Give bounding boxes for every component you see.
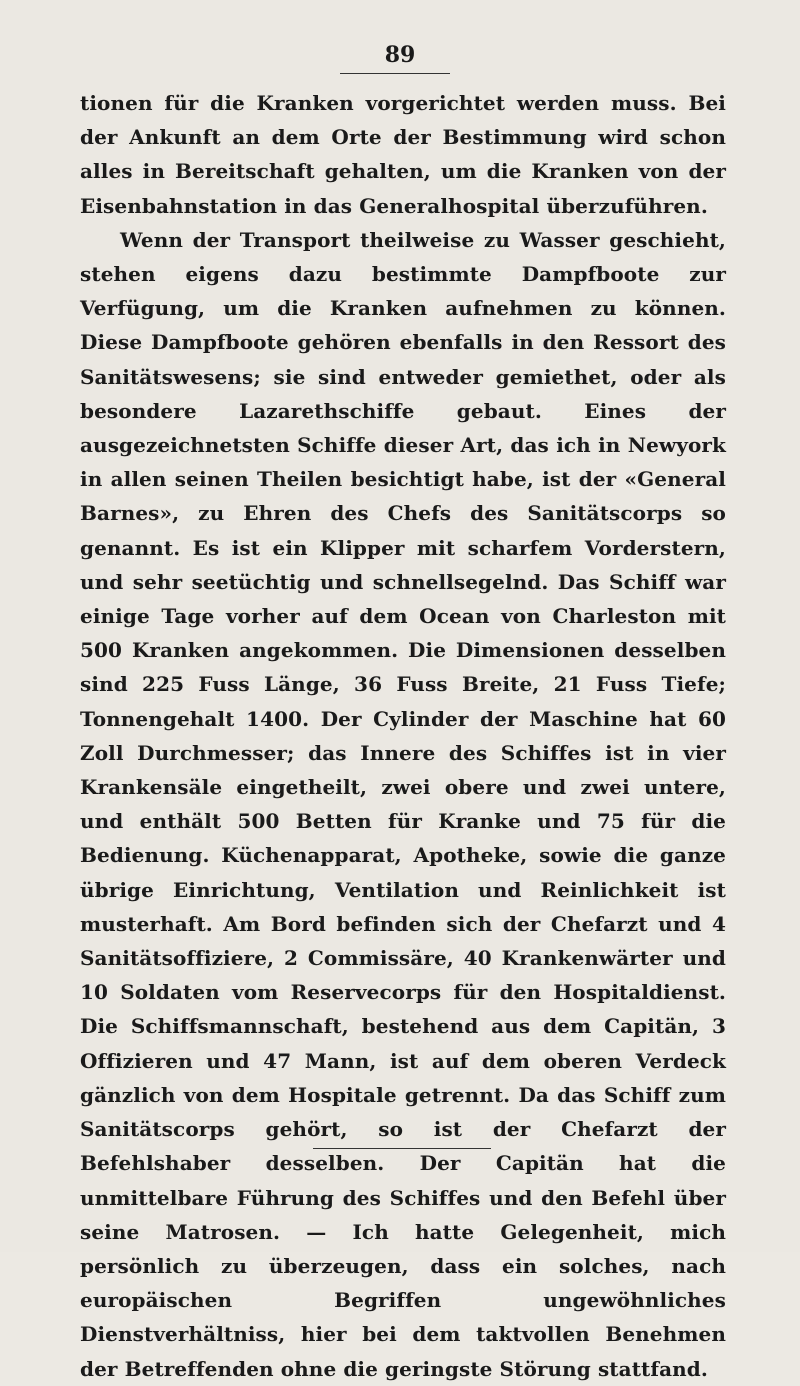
paragraph-1: tionen für die Kranken vorgerichtet werden muss. Bei der Ankunft an dem Orte der Bestimmung wird schon alles in Bereitschaft gehalten, um die Kranken von der Eisenbahnstation in das Generalhospital überzuführen. bbox=[80, 91, 726, 218]
page-number: 89 bbox=[384, 42, 416, 68]
header-rule bbox=[340, 73, 450, 74]
paragraph-2: Wenn der Transport theilweise zu Wasser geschieht, stehen eigens dazu bestimmte Dampfboote zur Verfügung, um die Kranken aufnehmen zu können. Diese Dampfboote gehören ebenfalls in den Ressort des Sanitätswesens; sie sind entweder gemiethet, oder als besondere Lazarethschiffe gebaut. Eines der ausgezeichnetsten Schiffe dieser Art, das ich in Newyork in allen seinen Theilen besichtigt habe, ist der «General Barnes», zu Ehren des Chefs des Sanitätscorps so genannt. Es ist ein Klipper mit scharfem Vorderstern, und sehr seetüchtig und schnellsegelnd. Das Schiff war einige Tage vorher auf dem Ocean von Charleston mit 500 Kranken angekommen. Die Dimensionen desselben sind 225 Fuss Länge, 36 Fuss Breite, 21 Fuss Tiefe; Tonnengehalt 1400. Der Cylinder der Maschine hat 60 Zoll Durchmesser; das Innere des Schiffes ist in vier Krankensäle eingetheilt, zwei obere und zwei untere, und enthält 500 Betten für Kranke und 75 für die Bedienung. Küchenapparat, Apotheke, sowie die ganze übrige Einrichtung, Ventilation und Reinlichkeit ist musterhaft. Am Bord befinden sich der Chefarzt und 4 Sanitätsoffiziere, 2 Commissäre, 40 Krankenwärter und 10 Soldaten vom Reservecorps für den Hospitaldienst. Die Schiffsmannschaft, bestehend aus dem Capitän, 3 Offizieren und 47 Mann, ist auf dem oberen Verdeck gänzlich von dem Hospitale getrennt. Da das Schiff zum Sanitätscorps gehört, so ist der Chefarzt der Befehlshaber desselben. Der Capitän hat die unmittelbare Führung des Schiffes und den Befehl über seine Matrosen. — Ich hatte Gelegenheit, mich persönlich zu überzeugen, dass ein solches, nach europäischen Begriffen ungewöhnliches Dienstverhältniss, hier bei dem taktvollen Benehmen der Betreffenden ohne die geringste Störung stattfand. bbox=[80, 227, 726, 1381]
body-text bbox=[80, 86, 726, 1386]
closing-rule bbox=[313, 1148, 491, 1149]
